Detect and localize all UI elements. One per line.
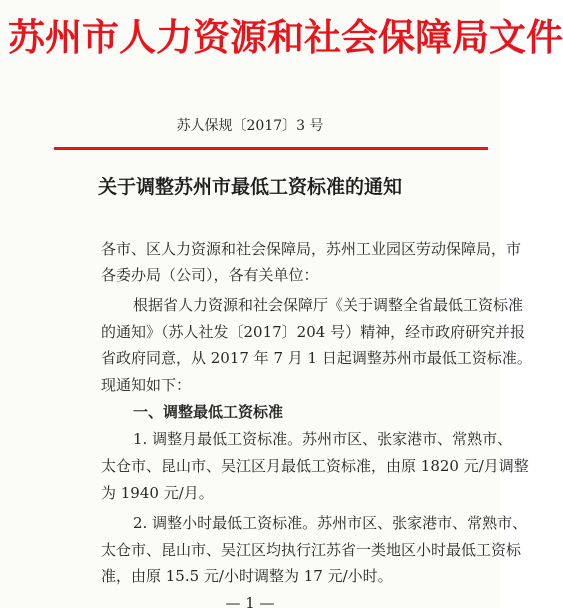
body-line-item2-3: 准，由原 15.5 元/小时调整为 17 元/小时。 <box>101 567 393 585</box>
body-line-para1-2: 的通知》（苏人社发〔2017〕204 号）精神，经市政府研究并报 <box>101 323 526 341</box>
notice-title: 关于调整苏州市最低工资标准的通知 <box>97 176 402 198</box>
body-line-para1-4: 现通知如下： <box>101 376 192 394</box>
red-divider-line <box>54 147 488 150</box>
issuing-authority-title: 苏州市人力资源和社会保障局文件 <box>8 15 563 59</box>
body-line-addressee-1: 各市、区人力资源和社会保障局，苏州工业园区劳动保障局，市 <box>101 240 522 258</box>
body-line-item1-1: 1. 调整月最低工资标准。苏州市区、张家港市、常熟市、 <box>133 430 513 448</box>
body-line-addressee-2: 各委办局（公司），各有关单位： <box>101 266 319 284</box>
body-line-para1-3: 省政府同意，从 2017 年 7 月 1 日起调整苏州市最低工资标准。 <box>101 349 532 367</box>
body-line-item2-1: 2. 调整小时最低工资标准。苏州市区、张家港市、常熟市、 <box>133 514 528 532</box>
body-line-para1-1: 根据省人力资源和社会保障厅《关于调整全省最低工资标准 <box>133 296 524 314</box>
section-heading-1: 一、调整最低工资标准 <box>133 403 284 421</box>
page-number: — 1 — <box>225 594 275 612</box>
body-line-item1-2: 太仓市、昆山市、吴江区月最低工资标准，由原 1820 元/月调整 <box>101 457 529 475</box>
document-number: 苏人保规〔2017〕3 号 <box>176 118 324 134</box>
body-line-item1-3: 为 1940 元/月。 <box>101 484 214 502</box>
body-line-item2-2: 太仓市、昆山市、吴江区均执行江苏省一类地区小时最低工资标 <box>101 541 522 559</box>
